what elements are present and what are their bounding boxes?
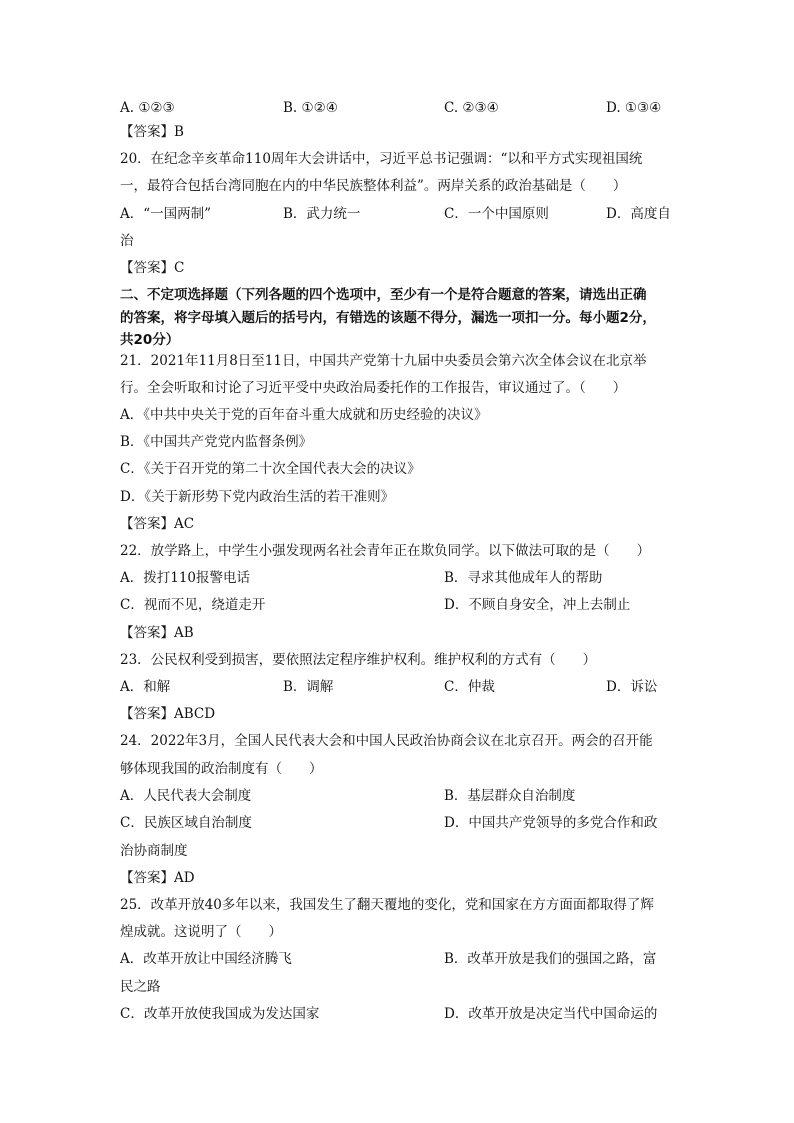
- q25-option-d: D．改革开放是决定当代中国命运的: [444, 1006, 658, 1022]
- q25-option-b-wrap: 民之路: [120, 979, 161, 995]
- section2-heading-line1: 二、不定项选择题（下列各题的四个选项中，至少有一个是符合题意的答案，请选出正确: [120, 287, 647, 303]
- q24-option-d-wrap: 治协商制度: [120, 843, 188, 859]
- q21-answer: 【答案】AC: [120, 516, 195, 532]
- q24-option-c: C．民族区域自治制度: [120, 815, 252, 831]
- q19-answer: 【答案】B: [120, 124, 184, 140]
- q20-option-a: A．“一国两制”: [120, 206, 212, 222]
- q21-option-a: A．《中共中央关于党的百年奋斗重大成就和历史经验的决议》: [120, 407, 488, 423]
- q22-option-c: C．视而不见，绕道走开: [120, 597, 266, 613]
- q19-option-c: C. ②③④: [444, 100, 499, 116]
- q25-stem-line1: 25．改革开放40多年以来，我国发生了翻天覆地的变化，党和国家在方方面面都取得了辉: [120, 897, 654, 913]
- section2-heading-line3: 共20分）: [120, 332, 180, 348]
- q21-option-b: B．《中国共产党党内监督条例》: [120, 434, 313, 450]
- q24-option-d: D．中国共产党领导的多党合作和政: [444, 815, 658, 831]
- q21-stem-line2: 行。全会听取和讨论了习近平受中央政治局委托作的工作报告，审议通过了。（ ）: [120, 380, 627, 396]
- q25-option-c: C．改革开放使我国成为发达国家: [120, 1006, 320, 1022]
- q24-answer: 【答案】AD: [120, 870, 195, 886]
- q24-stem-line1: 24．2022年3月，全国人民代表大会和中国人民政治协商会议在北京召开。两会的召开能: [120, 733, 653, 749]
- q21-option-d: D．《关于新形势下党内政治生活的若干准则》: [120, 489, 395, 505]
- q23-option-b: B．调解: [283, 679, 334, 695]
- q22-answer: 【答案】AB: [120, 625, 194, 641]
- q25-option-a: A．改革开放让中国经济腾飞: [120, 951, 292, 967]
- q19-option-d: D. ①③④: [606, 100, 662, 116]
- q21-option-c: C．《关于召开党的第二十次全国代表大会的决议》: [120, 461, 421, 477]
- q25-stem-line2: 煌成就。这说明了（ ）: [120, 924, 282, 940]
- q24-option-a: A．人民代表大会制度: [120, 788, 252, 804]
- q23-answer: 【答案】ABCD: [120, 706, 216, 722]
- q19-option-a: A. ①②③: [120, 100, 175, 116]
- q20-option-c: C．一个中国原则: [444, 206, 549, 222]
- q25-option-b: B．改革开放是我们的强国之路，富: [444, 951, 657, 967]
- section2-heading-line2: 的答案，将字母填入题后的括号内，有错选的该题不得分，漏选一项扣一分。每小题2分，: [120, 310, 656, 326]
- q20-option-d: D．高度自: [606, 206, 671, 222]
- q20-answer: 【答案】C: [120, 260, 185, 276]
- q20-option-b: B．武力统一: [283, 206, 361, 222]
- q23-option-d: D．诉讼: [606, 679, 658, 695]
- q24-option-b: B．基层群众自治制度: [444, 788, 576, 804]
- q21-stem-line1: 21．2021年11月8日至11日，中国共产党第十九届中央委员会第六次全体会议在北京举: [120, 353, 647, 369]
- q23-stem: 23．公民权利受到损害，要依照法定程序维护权利。维护权利的方式有（ ）: [120, 652, 597, 668]
- q20-stem-line2: 一，最符合包括台湾同胞在内的中华民族整体利益”。两岸关系的政治基础是（ ）: [120, 178, 627, 194]
- q22-option-d: D．不顾自身安全，冲上去制止: [444, 597, 631, 613]
- q22-stem: 22．放学路上，中学生小强发现两名社会青年正在欺负同学。以下做法可取的是（ ）: [120, 543, 651, 559]
- q22-option-b: B．寻求其他成年人的帮助: [444, 570, 603, 586]
- q20-option-d-wrap: 治: [120, 233, 134, 249]
- q19-option-b: B. ①②④: [283, 100, 338, 116]
- q23-option-a: A．和解: [120, 679, 171, 695]
- q20-stem-line1: 20．在纪念辛亥革命110周年大会讲话中，习近平总书记强调：“以和平方式实现祖国统: [120, 151, 643, 167]
- q22-option-a: A．拨打110报警电话: [120, 570, 251, 586]
- q23-option-c: C．仲裁: [444, 679, 495, 695]
- q24-stem-line2: 够体现我国的政治制度有（ ）: [120, 761, 323, 777]
